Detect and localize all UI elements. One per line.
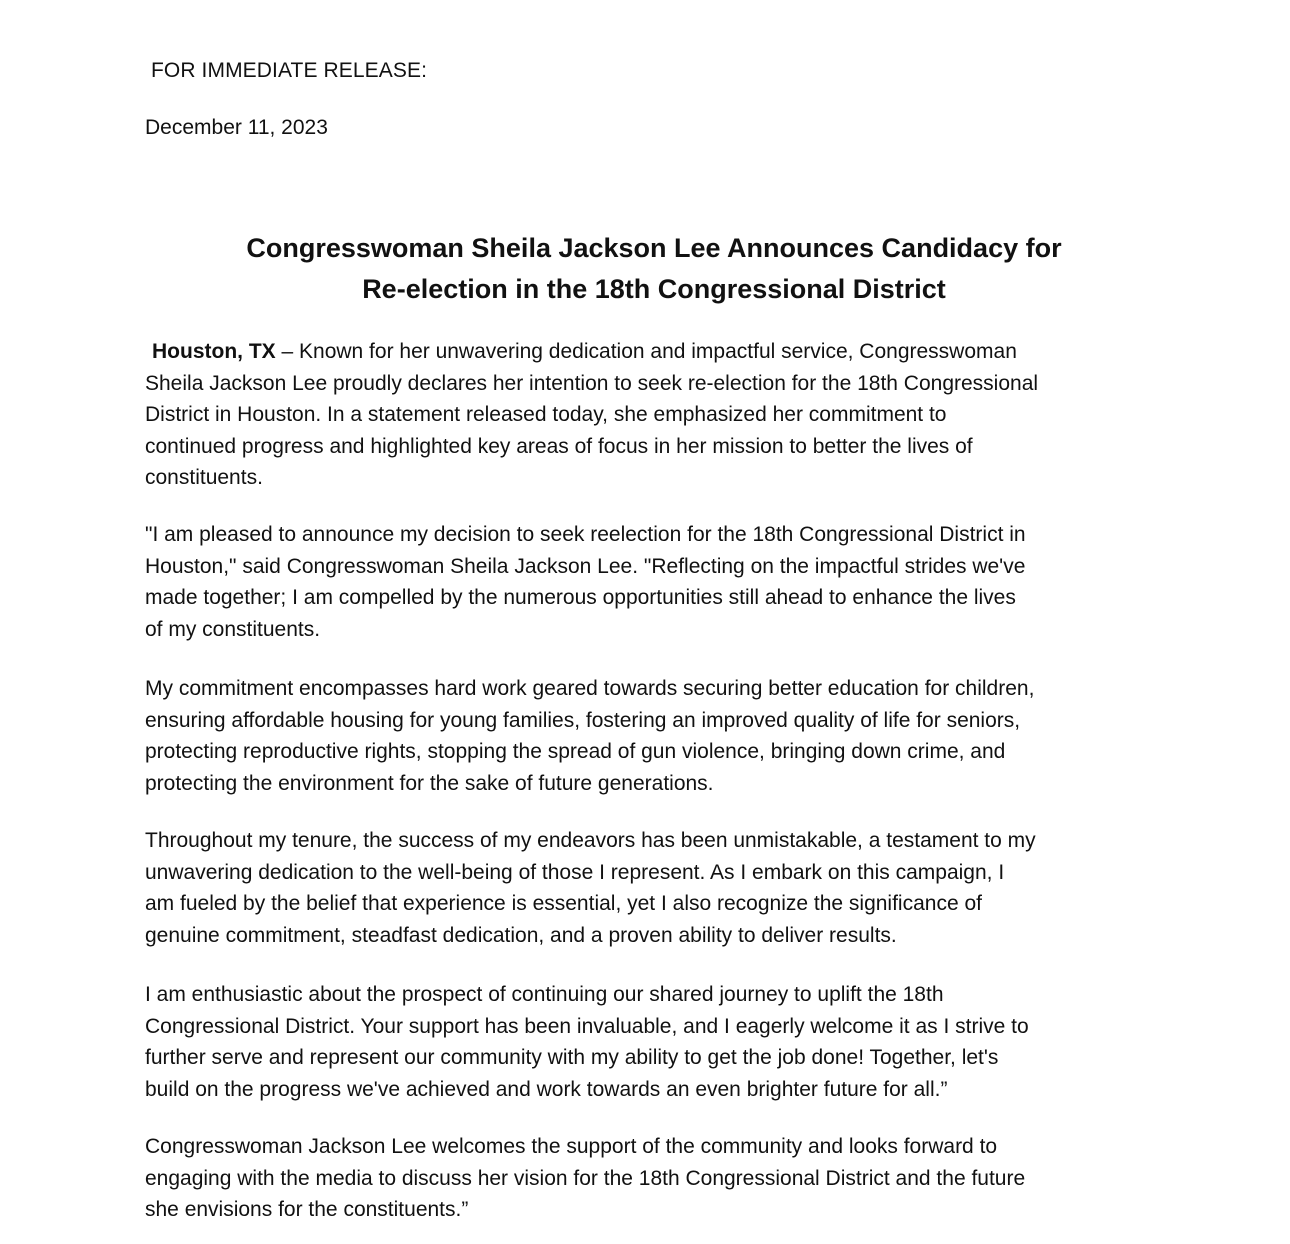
paragraph-line: continued progress and highlighted key areas of focus in her mission to better the lives of [145, 434, 973, 458]
paragraph-line: Sheila Jackson Lee proudly declares her intention to seek re-election for the 18th Congressional [145, 371, 1039, 395]
paragraph-intro [145, 336, 1175, 494]
paragraph-line: I am enthusiastic about the prospect of continuing our shared journey to uplift the 18th [145, 983, 944, 1006]
paragraph-line: District in Houston. In a statement released today, she emphasized her commitment to [145, 403, 947, 426]
paragraph-line: am fueled by the belief that experience is essential, yet I also recognize the significance of [145, 892, 982, 915]
paragraph-line: ensuring affordable housing for young families, fostering an improved quality of life for seniors, [145, 708, 1021, 732]
paragraph-line: Throughout my tenure, the success of my endeavors has been unmistakable, a testament to my [145, 829, 1036, 852]
paragraph-line: protecting reproductive rights, stopping the spread of gun violence, bringing down crime, and [145, 740, 1006, 763]
paragraph-line: made together; I am compelled by the numerous opportunities still ahead to enhance the lives [145, 586, 1016, 609]
paragraph-commitment [145, 673, 1175, 799]
paragraph-line: Congresswoman Jackson Lee welcomes the support of the community and looks forward to [145, 1135, 998, 1158]
dateline: Houston, TX [152, 340, 276, 363]
paragraph-line: engaging with the media to discuss her vision for the 18th Congressional District and the future [145, 1166, 1026, 1190]
release-label: FOR IMMEDIATE RELEASE: [151, 59, 428, 82]
paragraph-closing [145, 1131, 1175, 1226]
paragraph-line: constituents. [145, 466, 263, 489]
paragraph-line: Congressional District. Your support has been invaluable, and I eagerly welcome it as I strive to [145, 1014, 1029, 1038]
paragraph-line: "I am pleased to announce my decision to seek reelection for the 18th Congressional District in [145, 523, 1026, 546]
paragraph-line [145, 336, 1175, 368]
paragraph-line: genuine commitment, steadfast dedication, and a proven ability to deliver results. [145, 923, 897, 947]
paragraph-line: she envisions for the constituents.” [145, 1198, 469, 1221]
paragraph-tenure [145, 825, 1175, 951]
headline-line-1: Congresswoman Sheila Jackson Lee Announces Candidacy for [246, 233, 1062, 263]
paragraph-line: further serve and represent our community with my ability to get the job done! Together, let's [145, 1046, 999, 1069]
paragraph-line: Houston," said Congresswoman Sheila Jackson Lee. "Reflecting on the impactful strides we've [145, 554, 1026, 578]
paragraph-enthusiasm [145, 979, 1175, 1105]
headline-line-2: Re-election in the 18th Congressional District [362, 274, 946, 304]
paragraph-line-text: – Known for her unwavering dedication and impactful service, Congresswoman [275, 340, 1017, 363]
paragraph-quote-announcement [145, 519, 1175, 645]
paragraph-line: build on the progress we've achieved and work towards an even brighter future for all.” [145, 1077, 948, 1101]
release-date: December 11, 2023 [145, 116, 328, 139]
paragraph-line: of my constituents. [145, 617, 321, 641]
paragraph-line: My commitment encompasses hard work geared towards securing better education for children, [145, 677, 1035, 700]
paragraph-line: protecting the environment for the sake of future generations. [145, 771, 714, 795]
paragraph-line: unwavering dedication to the well-being of those I represent. As I embark on this campaign, I [145, 860, 1005, 884]
page-title [145, 228, 1163, 310]
